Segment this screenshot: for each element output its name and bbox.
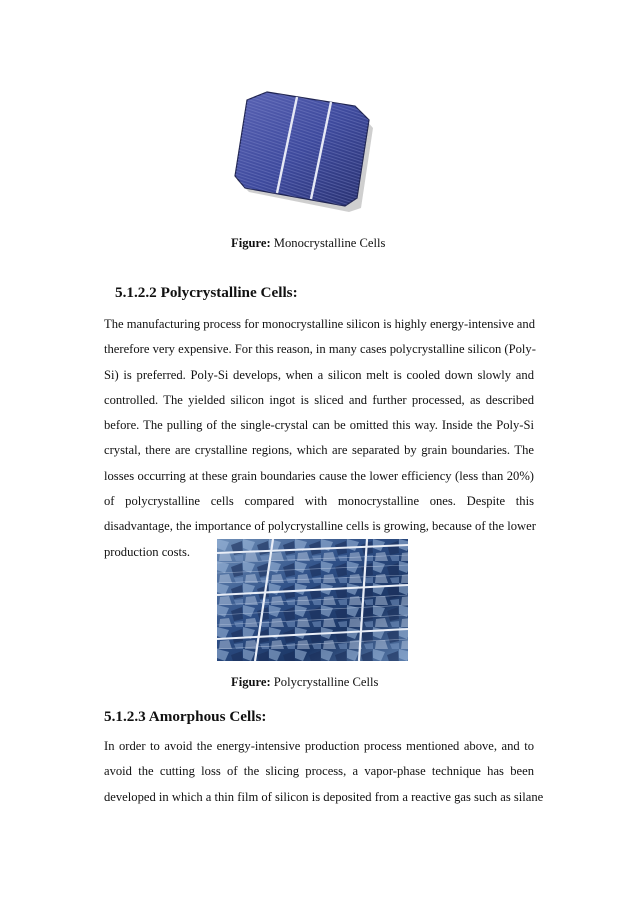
text-line: production costs.	[104, 544, 191, 559]
figure-caption-text: Monocrystalline Cells	[270, 236, 386, 250]
text-line: of polycrystalline cells compared with monocrystalline ones. Despite this	[104, 494, 534, 509]
figure-caption-polycrystalline	[231, 674, 378, 690]
text-line: Si) is preferred. Poly-Si develops, when a silicon melt is cooled down slowly and	[104, 367, 534, 382]
text-line: before. The pulling of the single-crystal can be omitted this way. Inside the Poly-Si	[104, 418, 534, 433]
monocrystalline-cell-illustration	[231, 84, 377, 218]
monocrystalline-cell-image	[231, 84, 377, 218]
text-line: avoid the cutting loss of the slicing process, a vapor-phase technique has been	[104, 764, 534, 779]
polycrystalline-cells-image	[217, 539, 408, 661]
figure-caption-monocrystalline	[231, 235, 385, 251]
paragraph-polycrystalline	[104, 312, 534, 565]
polycrystalline-cells-illustration	[217, 539, 408, 661]
text-line: disadvantage, the importance of polycrystalline cells is growing, because of the lower	[104, 519, 536, 534]
paragraph-amorphous	[104, 734, 544, 810]
text-line: In order to avoid the energy-intensive production process mentioned above, and to	[104, 739, 534, 753]
figure-caption-text: Polycrystalline Cells	[270, 675, 379, 689]
text-line: controlled. The yielded silicon ingot is sliced and further processed, as described	[104, 392, 534, 407]
section-heading-amorphous: 5.1.2.3 Amorphous Cells:	[104, 708, 267, 725]
figure-caption-label: Figure:	[231, 236, 271, 250]
text-line: therefore very expensive. For this reason, in many cases polycrystalline silicon (Poly-	[104, 342, 536, 357]
text-line: losses occurring at these grain boundaries cause the lower efficiency (less than 20%)	[104, 468, 534, 483]
text-line: The manufacturing process for monocrystalline silicon is highly energy-intensive and	[104, 317, 535, 331]
figure-caption-label: Figure:	[231, 675, 271, 689]
text-line: developed in which a thin film of silicon is deposited from a reactive gas such as silane	[104, 789, 544, 804]
section-heading-polycrystalline: 5.1.2.2 Polycrystalline Cells:	[115, 284, 298, 301]
text-line: crystal, there are crystalline regions, which are separated by grain boundaries. The	[104, 443, 534, 458]
